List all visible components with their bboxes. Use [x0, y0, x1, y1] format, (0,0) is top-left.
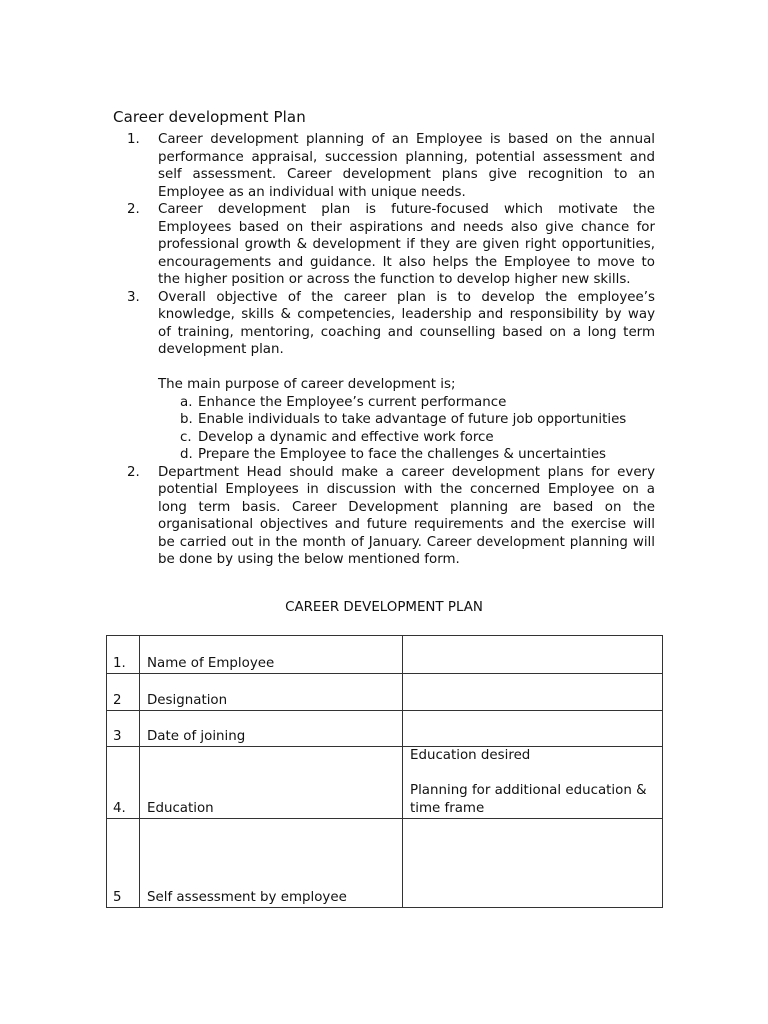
purpose-item-text: Enable individuals to take advantage of future job opportunities — [198, 412, 627, 427]
list-item-text: Overall objective of the career plan is to develop the employee’s knowledge, skills & competencies, leadership and responsibility by way of training, mentoring, coaching and counselling based on a long term development plan. — [158, 289, 655, 357]
list-item-number: 1. — [127, 132, 140, 147]
purpose-item-letter: c. — [180, 429, 192, 445]
list-item — [127, 201, 655, 289]
purpose-intro: The main purpose of career development is; — [158, 377, 456, 392]
field-label: Designation — [140, 674, 403, 711]
field-value-cell — [403, 819, 663, 908]
list-item — [127, 131, 655, 201]
document-body — [127, 131, 655, 569]
purpose-item-text: Develop a dynamic and effective work force — [198, 429, 494, 445]
row-number: 1. — [107, 636, 140, 674]
row-number: 3 — [107, 711, 140, 747]
table-row — [107, 747, 663, 819]
row-number: 4. — [107, 747, 140, 819]
list-item-number: 3. — [127, 289, 140, 305]
list-item — [127, 464, 655, 569]
document-title: Career development Plan — [113, 108, 306, 126]
form-title: CAREER DEVELOPMENT PLAN — [285, 600, 483, 615]
table-row — [107, 711, 663, 747]
field-value-cell — [403, 747, 663, 819]
career-plan-form-table — [106, 635, 663, 908]
list-item-text: Career development planning of an Employee is based on the annual performance appraisal, succession planning, potential assessment and self assessment. Career development plans give recognition to an Employee as an individual with unique needs. — [158, 132, 655, 200]
spacer — [410, 765, 662, 783]
list-item-number: 2. — [127, 202, 140, 217]
additional-education-label: Planning for additional education & time frame — [410, 783, 647, 816]
field-value-cell — [403, 636, 663, 674]
list-item — [127, 289, 655, 359]
purpose-item-letter: a. — [180, 394, 193, 410]
field-label: Date of joining — [140, 711, 403, 747]
field-value-cell — [403, 674, 663, 711]
row-number: 5 — [107, 819, 140, 908]
field-label: Self assessment by employee — [140, 819, 403, 908]
list-item-text: Department Head should make a career development plans for every potential Employees in discussion with the concerned Employee on a long term basis. Career Development planning are based on the organisational objectives and future requirements and the exercise will be carried out in the month of January. Career development planning will be done by using the below mentioned form. — [158, 464, 655, 567]
field-label: Education — [140, 747, 403, 819]
purpose-item — [180, 429, 655, 447]
field-value-cell — [403, 711, 663, 747]
purpose-item — [180, 394, 655, 412]
table-row — [107, 819, 663, 908]
education-desired-label: Education desired — [410, 748, 531, 763]
purpose-item — [180, 446, 655, 464]
purpose-item-letter: b. — [180, 412, 193, 427]
row-number: 2 — [107, 674, 140, 711]
list-item-text: Career development plan is future-focused which motivate the Employees based on their aspirations and needs also give chance for professional growth & development if they are given right opportunities, encouragements and guidance. It also helps the Employee to move to the higher position or across the function to develop higher new skills. — [158, 202, 655, 287]
table-row — [107, 674, 663, 711]
purpose-item-text: Prepare the Employee to face the challenges & uncertainties — [198, 447, 607, 462]
purpose-item-text: Enhance the Employee’s current performance — [198, 394, 507, 410]
purpose-item-letter: d. — [180, 447, 193, 462]
table-row — [107, 636, 663, 674]
purpose-item — [180, 411, 655, 429]
field-label: Name of Employee — [140, 636, 403, 674]
list-item-number: 2. — [127, 464, 140, 480]
